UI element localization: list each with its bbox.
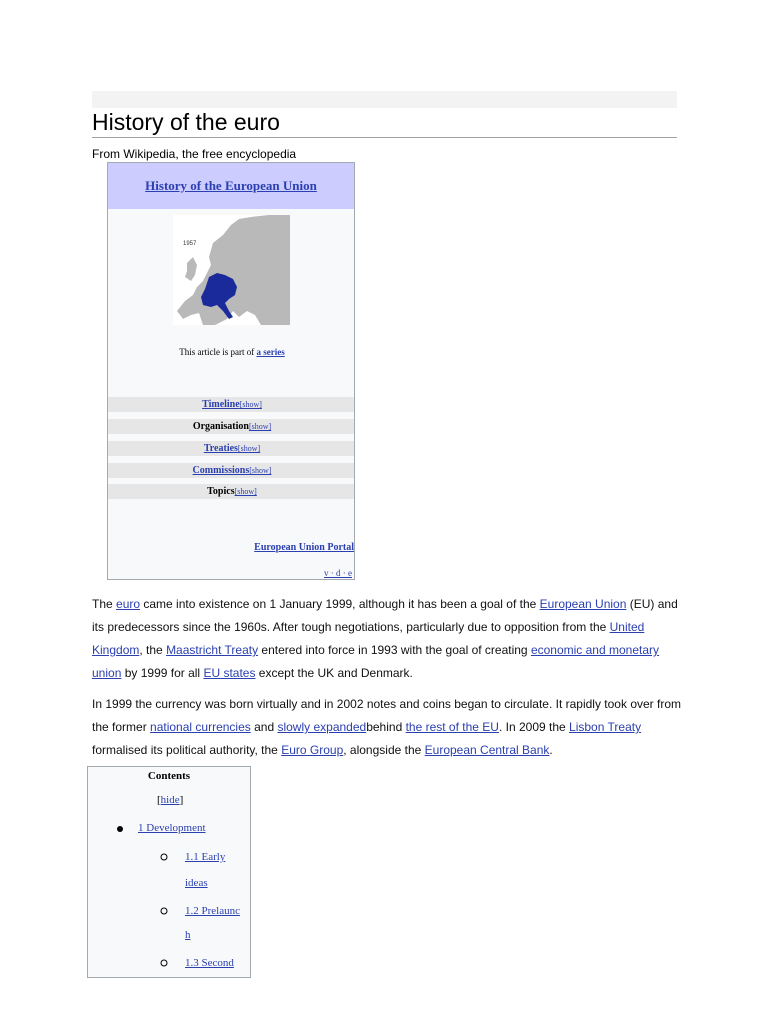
nav-label-treaties[interactable]: Treaties [203,443,238,454]
paragraph-text: came into existence on 1 January 1999, although it has been a goal of the [140,597,540,611]
paragraph-text: behind [366,720,406,734]
toc-item-early-ideas-line1[interactable]: 1.1 Early [185,851,226,863]
page-subtitle: From Wikipedia, the free encyclopedia [92,147,297,161]
inline-link[interactable]: European Union [539,597,627,611]
toc-hide-toggle: [hide] [157,794,184,806]
page-title: History of the euro [92,109,280,135]
paragraph-text: , alongside the [343,743,425,757]
inline-link[interactable]: United Kingdom [92,620,645,657]
toc-title: Contents [147,770,191,782]
series-link[interactable]: a series [256,347,285,357]
inline-link[interactable]: Maastricht Treaty [166,643,259,657]
inline-link[interactable]: Lisbon Treaty [569,720,642,734]
title-divider [92,137,677,138]
toc-item-early-ideas-line2[interactable]: ideas [185,877,208,889]
inline-link[interactable]: slowly expanded [277,720,367,734]
toc-bullet-disc [116,825,124,833]
infobox-title-link[interactable]: History of the European Union [145,178,317,193]
nav-label-commissions[interactable]: Commissions [192,465,250,476]
inline-link[interactable]: national currencies [150,720,251,734]
table-of-contents [87,766,251,978]
paragraph-text: . In 2009 the [498,720,570,734]
paragraph-text: and [250,720,278,734]
portal-link[interactable]: European Union Portal [254,542,354,553]
nav-label-timeline[interactable]: Timeline [202,399,240,410]
inline-link[interactable]: euro [116,597,141,611]
paragraph-text: . [549,743,553,757]
inline-link[interactable]: the rest of the EU [405,720,499,734]
infobox-header [108,163,354,209]
intro-paragraph-1 [92,593,682,685]
inline-link[interactable]: European Central Bank [424,743,550,757]
intro-paragraph-2 [92,693,682,762]
paragraph-text: except the UK and Denmark. [255,666,413,680]
toc-item-prelaunch-line2[interactable]: h [185,929,191,941]
europe-map [173,215,290,325]
nav-row-organisation [108,419,355,434]
nav-show-treaties[interactable]: [show] [237,444,261,453]
header-bar [92,91,677,108]
vde-links[interactable]: v · d · e [324,568,352,578]
nav-show-timeline[interactable]: [show] [239,400,262,409]
nav-show-organisation[interactable]: [show] [248,422,272,431]
toc-item-second[interactable]: 1.3 Second [185,957,234,969]
inline-link[interactable]: Euro Group [281,743,344,757]
inline-link[interactable]: economic and monetary union [92,643,660,680]
inline-link[interactable]: EU states [203,666,256,680]
paragraph-text: by 1999 for all [121,666,204,680]
nav-row-treaties [108,441,355,456]
nav-label-organisation: Organisation [192,421,249,432]
paragraph-text: , the [139,643,167,657]
toc-bullet-circle [160,907,168,915]
nav-show-topics[interactable]: [show] [234,487,257,496]
paragraph-text: In 1999 the currency was born virtually and in 2002 notes and coins began to circulate. It rapidly took over from the former [92,697,681,734]
series-prefix: This article is part of [179,347,257,357]
paragraph-text: entered into force in 1993 with the goal of creating [258,643,531,657]
infobox [107,162,355,580]
paragraph-text: (EU) and its predecessors since the 1960s. After tough negotiations, particularly due to opposition from the [92,597,678,634]
paragraph-text: formalised its political authority, the [92,743,282,757]
nav-row-topics [108,484,355,499]
nav-label-topics: Topics [207,486,235,497]
series-line [108,347,355,357]
nav-row-timeline [108,397,355,412]
toc-bullet-circle [160,853,168,861]
toc-item-development[interactable]: 1 Development [138,822,206,834]
map-year-label: 1957 [183,241,197,247]
toc-item-prelaunch-line1[interactable]: 1.2 Prelaunc [185,905,240,917]
nav-show-commissions[interactable]: [show] [249,466,272,475]
toc-hide-link[interactable]: hide [160,794,180,806]
toc-bullet-circle [160,959,168,967]
nav-row-commissions [108,463,355,478]
paragraph-text: The [92,597,117,611]
